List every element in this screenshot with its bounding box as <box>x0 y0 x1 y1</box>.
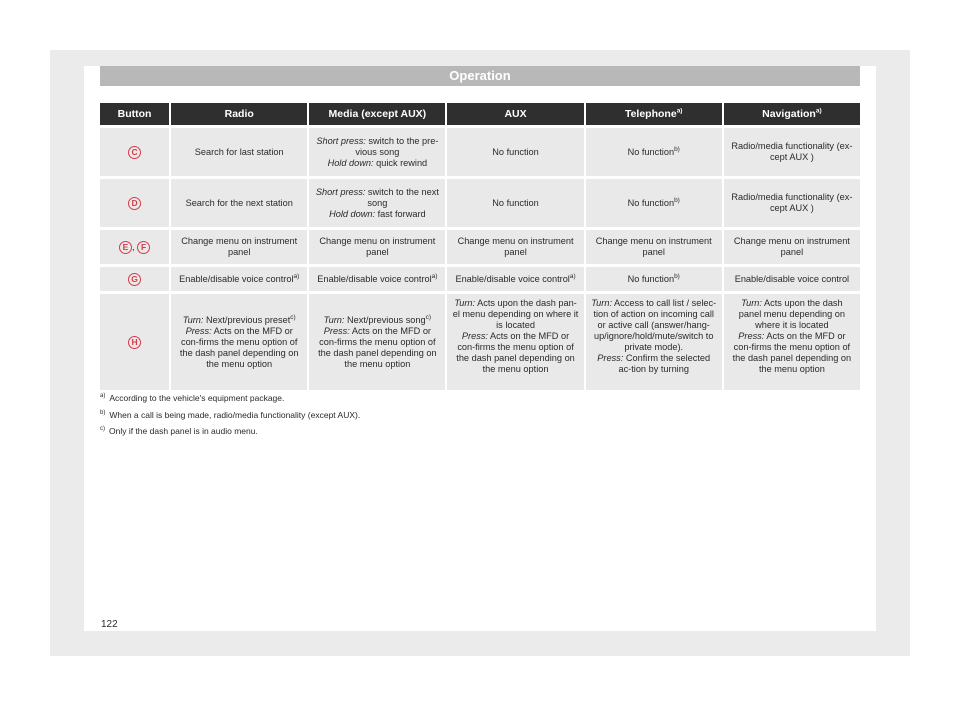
radio-cell: Search for last station <box>171 128 309 176</box>
navigation-cell: Change menu on instrument panel <box>724 230 860 264</box>
header-media: Media (except AUX) <box>309 103 447 125</box>
navigation-cell: Enable/disable voice control <box>724 267 860 291</box>
header-navigation: Navigation$^{a)}$ <box>724 103 860 125</box>
aux-cell: Change menu on instrument panel <box>447 230 585 264</box>
aux-cell: No function <box>447 128 585 176</box>
radio-cell: Turn: Next/previous preset$^{c)}$ Press: Acts on the MFD or con-firms the menu option of the dash panel depending on the menu option <box>171 294 309 390</box>
telephone-cell: Turn: Access to call list / selec-tion of action on incoming call or active call (answer/hang-up/ignore/hold/mute/switch to private mode). Press: Confirm the selected ac-tion by turning <box>586 294 724 390</box>
telephone-cell: No function$^{b)}$ <box>586 179 724 227</box>
telephone-cell: Change menu on instrument panel <box>586 230 724 264</box>
aux-cell: Turn: Acts upon the dash pan-el menu depending on where it is located Press: Acts on the MFD or con-firms the menu option of the dash panel depending on the menu option <box>447 294 585 390</box>
header-telephone: Telephone$^{a)}$ <box>586 103 724 125</box>
button-cell <box>100 267 171 291</box>
button-c-icon: C <box>128 146 141 159</box>
footnotes <box>100 390 820 440</box>
telephone-cell: No function$^{b)}$ <box>586 128 724 176</box>
table-row <box>100 267 860 291</box>
media-cell: Change menu on instrument panel <box>309 230 447 264</box>
operation-table <box>100 100 860 393</box>
button-cell <box>100 179 171 227</box>
button-h-icon: H <box>128 336 141 349</box>
table-row <box>100 128 860 176</box>
telephone-cell: No function$^{b)}$ <box>586 267 724 291</box>
page-number: 122 <box>101 619 118 630</box>
section-title: Operation <box>100 66 860 86</box>
footnote: $^{b)}$ When a call is being made, radio/media functionality (except AUX). <box>100 409 361 420</box>
radio-cell: Change menu on instrument panel <box>171 230 309 264</box>
footnote: $^{a)}$ According to the vehicle's equipment package. <box>100 393 285 403</box>
header-radio: Radio <box>171 103 309 125</box>
navigation-cell: Turn: Acts upon the dash panel menu depending on where it is located Press: Acts on the MFD or con-firms the menu option of the dash panel depending on the menu option <box>724 294 860 390</box>
navigation-cell: Radio/media functionality (ex-cept AUX ) <box>724 128 860 176</box>
media-cell: Turn: Next/previous song$^{c)}$ Press: Acts on the MFD or con-firms the menu option of the dash panel depending on the menu option <box>309 294 447 390</box>
navigation-cell: Radio/media functionality (ex-cept AUX ) <box>724 179 860 227</box>
button-e-icon: E <box>119 241 132 254</box>
table-header-row <box>100 103 860 125</box>
table-row <box>100 179 860 227</box>
header-button: Button <box>100 103 171 125</box>
aux-cell: No function <box>447 179 585 227</box>
radio-cell: Search for the next station <box>171 179 309 227</box>
radio-cell: Enable/disable voice control$^{a)}$ <box>171 267 309 291</box>
media-cell: Short press: switch to the next song Hold down: fast forward <box>309 179 447 227</box>
button-f-icon: F <box>137 241 150 254</box>
table-row <box>100 294 860 390</box>
footnote: $^{c)}$ Only if the dash panel is in audio menu. <box>100 426 258 436</box>
button-d-icon: D <box>128 197 141 210</box>
button-cell <box>100 294 171 390</box>
button-g-icon: G <box>128 273 141 286</box>
header-aux: AUX <box>447 103 585 125</box>
table-row <box>100 230 860 264</box>
media-cell: Short press: switch to the pre-vious song Hold down: quick rewind <box>309 128 447 176</box>
button-cell: E , F <box>100 230 171 264</box>
button-cell <box>100 128 171 176</box>
media-cell: Enable/disable voice control$^{a)}$ <box>309 267 447 291</box>
aux-cell: Enable/disable voice control$^{a)}$ <box>447 267 585 291</box>
